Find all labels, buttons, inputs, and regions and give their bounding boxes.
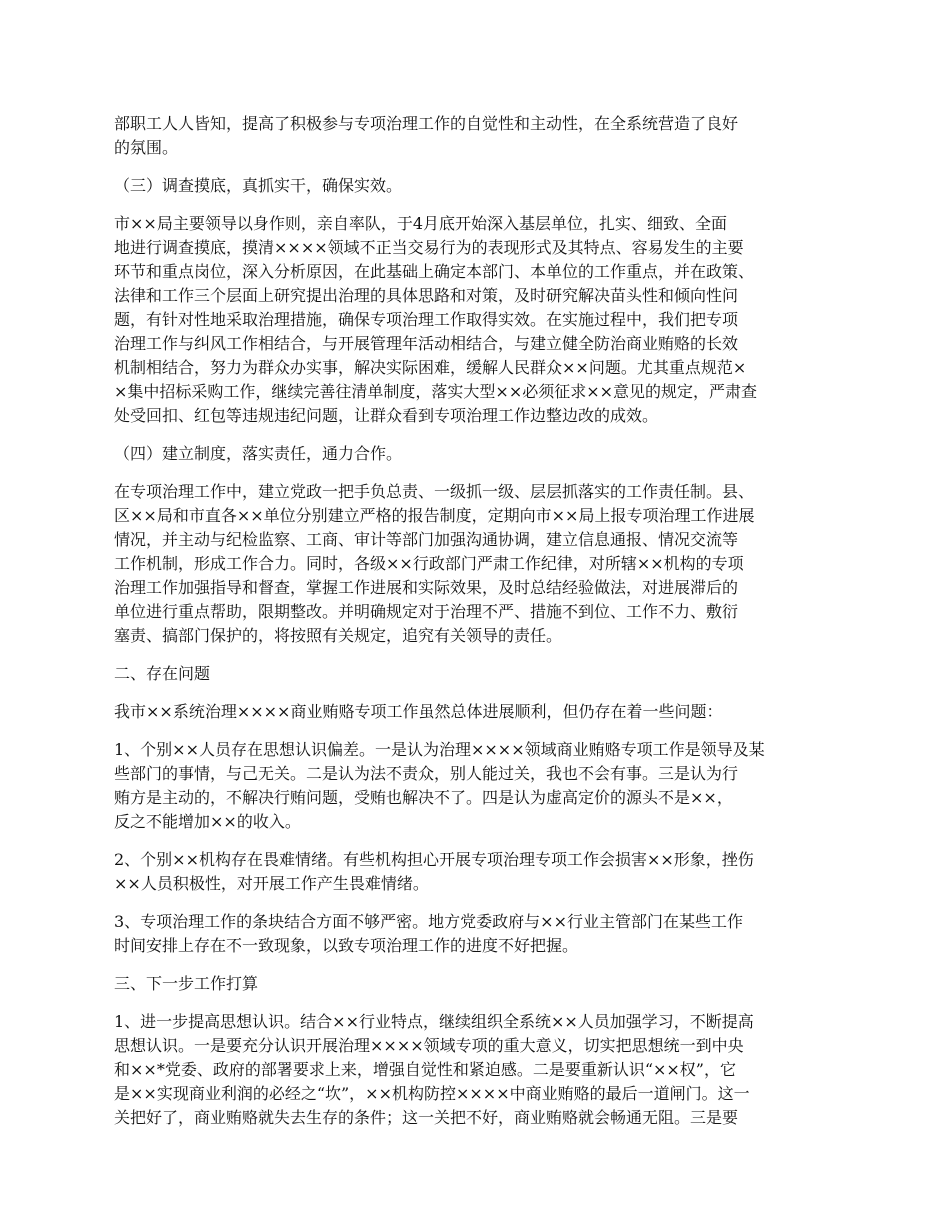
paragraph <box>114 480 842 648</box>
paragraph <box>114 112 842 160</box>
text-line: 我市××系统治理××××商业贿赂专项工作虽然总体进展顺利，但仍存在着一些问题： <box>114 702 723 721</box>
section-heading <box>114 174 842 198</box>
text-line: （四）建立制度，落实责任，通力合作。 <box>114 444 403 463</box>
text-line: 机制相结合，努力为群众办实事，解决实际困难，缓解人民群众××问题。尤其重点规范× <box>114 358 747 377</box>
list-item <box>114 738 842 834</box>
section-heading <box>114 972 842 996</box>
text-line: （三）调查摸底，真抓实干，确保实效。 <box>114 176 403 195</box>
text-line: 时间安排上存在不一致现象，以致专项治理工作的进度不好把握。 <box>114 936 579 955</box>
text-line: 3、专项治理工作的条块结合方面不够严密。地方党委政府与××行业主管部门在某些工作 <box>114 912 743 931</box>
text-line: 三、下一步工作打算 <box>114 974 259 993</box>
text-line: ××人员积极性，对开展工作产生畏难情绪。 <box>114 874 429 893</box>
text-line: 情况，并主动与纪检监察、工商、审计等部门加强沟通协调，建立信息通报、情况交流等 <box>114 530 739 549</box>
text-line: 思想认识。一是要充分认识开展治理××××领域专项的重大意义，切实把思想统一到中央 <box>114 1036 744 1055</box>
text-line: 工作机制，形成工作合力。同时，各级××行政部门严肃工作纪律，对所辖××机构的专项 <box>114 554 744 573</box>
section-heading <box>114 662 842 686</box>
text-line: 部职工人人皆知，提高了积极参与专项治理工作的自觉性和主动性，在全系统营造了良好 <box>114 114 739 133</box>
text-line: 反之不能增加××的收入。 <box>114 812 301 831</box>
text-line: 和××*党委、政府的部署要求上来，增强自觉性和紧迫感。二是要重新认识“××权”，它 <box>114 1060 736 1079</box>
text-line: 些部门的事情，与己无关。二是认为法不责众，别人能过关，我也不会有事。三是认为行 <box>114 764 739 783</box>
text-line: 治理工作加强指导和督查，掌握工作进展和实际效果，及时总结经验做法，对进展滞后的 <box>114 578 739 597</box>
document-page <box>114 112 842 1144</box>
text-line: 关把好了，商业贿赂就失去生存的条件；这一关把不好，商业贿赂就会畅通无阻。三是要 <box>114 1108 739 1127</box>
paragraph <box>114 212 842 428</box>
text-line: 市××局主要领导以身作则，亲自率队，于4月底开始深入基层单位，扎实、细致、全面 <box>114 214 727 233</box>
paragraph <box>114 700 842 724</box>
text-line: 在专项治理工作中，建立党政一把手负总责、一级抓一级、层层抓落实的工作责任制。县、 <box>114 482 755 501</box>
text-line: 环节和重点岗位，深入分析原因，在此基础上确定本部门、本单位的工作重点，并在政策、 <box>114 262 755 281</box>
list-item <box>114 1010 842 1130</box>
section-heading <box>114 442 842 466</box>
text-line: 法律和工作三个层面上研究提出治理的具体思路和对策，及时研究解决苗头性和倾向性问 <box>114 286 739 305</box>
text-line: 区××局和市直各××单位分别建立严格的报告制度，定期向市××局上报专项治理工作进展 <box>114 506 755 525</box>
text-line: 单位进行重点帮助，限期整改。并明确规定对于治理不严、措施不到位、工作不力、敷衍 <box>114 602 739 621</box>
text-line: 1、进一步提高思想认识。结合××行业特点，继续组织全系统××人员加强学习，不断提高 <box>114 1012 754 1031</box>
text-line: 二、存在问题 <box>114 664 211 683</box>
text-line: 治理工作与纠风工作相结合，与开展管理年活动相结合，与建立健全防治商业贿赂的长效 <box>114 334 739 353</box>
text-line: 贿方是主动的，不解决行贿问题，受贿也解决不了。四是认为虚高定价的源头不是××， <box>114 788 733 807</box>
text-line: 题，有针对性地采取治理措施，确保专项治理工作取得实效。在实施过程中，我们把专项 <box>114 310 739 329</box>
text-line: 地进行调查摸底，摸清××××领域不正当交易行为的表现形式及其特点、容易发生的主要 <box>114 238 744 257</box>
list-item <box>114 848 842 896</box>
text-line: 塞责、搞部门保护的，将按照有关规定，追究有关领导的责任。 <box>114 626 563 645</box>
text-line: 的氛围。 <box>114 138 179 157</box>
text-line: 处受回扣、红包等违规违纪问题，让群众看到专项治理工作边整边改的成效。 <box>114 406 659 425</box>
text-line: ×集中招标采购工作，继续完善往清单制度，落实大型××必须征求××意见的规定，严肃查 <box>114 382 758 401</box>
list-item <box>114 910 842 958</box>
text-line: 2、个别××机构存在畏难情绪。有些机构担心开展专项治理专项工作会损害××形象，挫伤 <box>114 850 754 869</box>
text-line: 是××实现商业利润的必经之“坎”，××机构防控××××中商业贿赂的最后一道闸门。这一 <box>114 1084 750 1103</box>
text-line: 1、个别××人员存在思想认识偏差。一是认为治理××××领域商业贿赂专项工作是领导及某 <box>114 740 765 759</box>
